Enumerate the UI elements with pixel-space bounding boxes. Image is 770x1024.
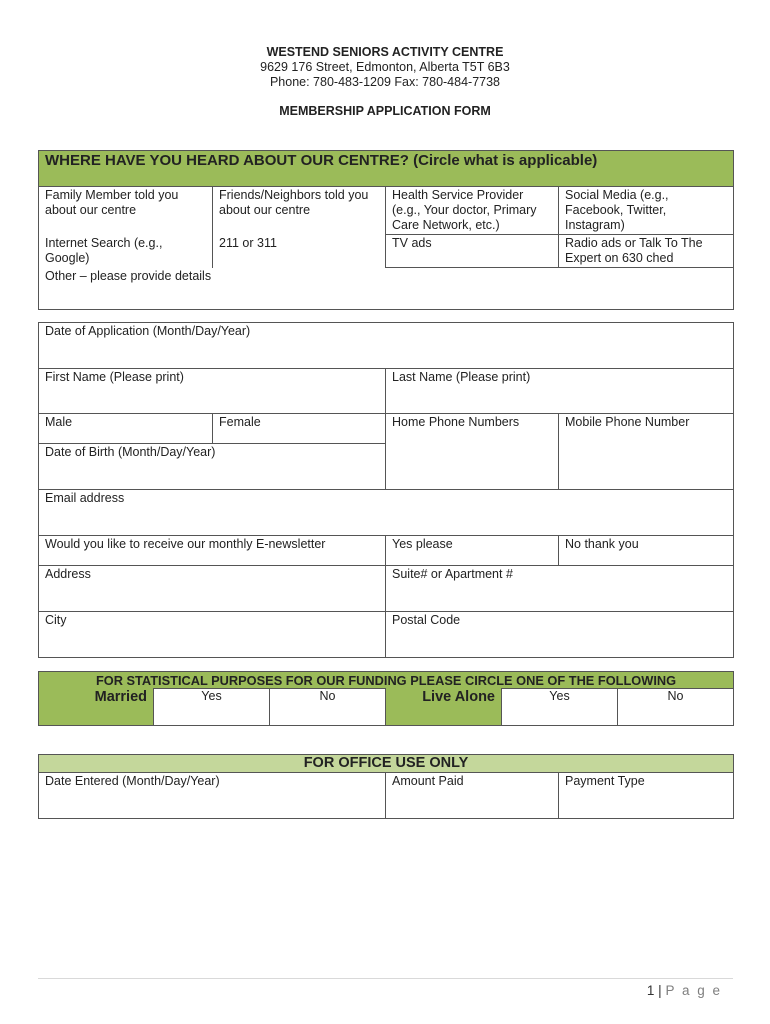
mobile-phone-field[interactable]: Mobile Phone Number (559, 414, 734, 490)
option-social-media[interactable]: Social Media (e.g., Facebook, Twitter, Instagram) (559, 187, 734, 235)
city-field[interactable]: City (39, 612, 386, 658)
page-num: 1 (646, 983, 655, 998)
newsletter-question: Would you like to receive our monthly E-newsletter (39, 536, 386, 566)
statistical-table (38, 671, 734, 726)
footer-divider (38, 978, 733, 979)
option-family[interactable]: Family Member told you about our centre (39, 187, 213, 235)
first-name-field[interactable]: First Name (Please print) (39, 369, 386, 414)
applicant-table (38, 322, 734, 658)
org-phone-fax: Phone: 780-483-1209 Fax: 780-484-7738 (269, 75, 501, 89)
page-number (647, 983, 722, 998)
suite-field[interactable]: Suite# or Apartment # (386, 566, 734, 612)
email-field[interactable]: Email address (39, 490, 734, 536)
heard-about-title: WHERE HAVE YOU HEARD ABOUT OUR CENTRE? (Circle what is applicable) (39, 151, 734, 187)
office-table (38, 754, 734, 819)
option-other[interactable]: Other – please provide details (39, 268, 734, 310)
married-label: Married (39, 689, 154, 726)
live-alone-no-option[interactable]: No (618, 689, 734, 726)
office-title: FOR OFFICE USE ONLY (39, 755, 734, 773)
org-address: 9629 176 Street, Edmonton, Alberta T5T 6B3 (260, 60, 510, 74)
male-option[interactable]: Male (39, 414, 213, 444)
amount-paid-field[interactable]: Amount Paid (386, 773, 559, 819)
newsletter-no-option[interactable]: No thank you (559, 536, 734, 566)
married-no-option[interactable]: No (270, 689, 386, 726)
form-title: MEMBERSHIP APPLICATION FORM (279, 104, 491, 118)
option-radio[interactable]: Radio ads or Talk To The Expert on 630 ched (559, 235, 734, 268)
home-phone-field[interactable]: Home Phone Numbers (386, 414, 559, 490)
page-sep: | (658, 983, 662, 998)
form-header (0, 45, 770, 119)
last-name-field[interactable]: Last Name (Please print) (386, 369, 734, 414)
newsletter-yes-option[interactable]: Yes please (386, 536, 559, 566)
payment-type-field[interactable]: Payment Type (559, 773, 734, 819)
heard-about-table (38, 150, 734, 310)
statistical-title: FOR STATISTICAL PURPOSES FOR OUR FUNDING PLEASE CIRCLE ONE OF THE FOLLOWING (39, 672, 734, 689)
female-option[interactable]: Female (213, 414, 386, 444)
page-word: P a g e (665, 983, 722, 998)
option-health-provider[interactable]: Health Service Provider (e.g., Your doctor, Primary Care Network, etc.) (386, 187, 559, 235)
date-of-application-field[interactable]: Date of Application (Month/Day/Year) (39, 323, 734, 369)
married-yes-option[interactable]: Yes (154, 689, 270, 726)
org-name: WESTEND SENIORS ACTIVITY CENTRE (266, 45, 504, 59)
option-internet[interactable]: Internet Search (e.g., Google) (39, 235, 213, 268)
address-field[interactable]: Address (39, 566, 386, 612)
dob-field[interactable]: Date of Birth (Month/Day/Year) (39, 444, 386, 490)
option-211-311[interactable]: 211 or 311 (213, 235, 386, 268)
option-friends[interactable]: Friends/Neighbors told you about our centre (213, 187, 386, 235)
postal-code-field[interactable]: Postal Code (386, 612, 734, 658)
live-alone-label: Live Alone (386, 689, 502, 726)
live-alone-yes-option[interactable]: Yes (502, 689, 618, 726)
option-tv[interactable]: TV ads (386, 235, 559, 268)
date-entered-field[interactable]: Date Entered (Month/Day/Year) (39, 773, 386, 819)
